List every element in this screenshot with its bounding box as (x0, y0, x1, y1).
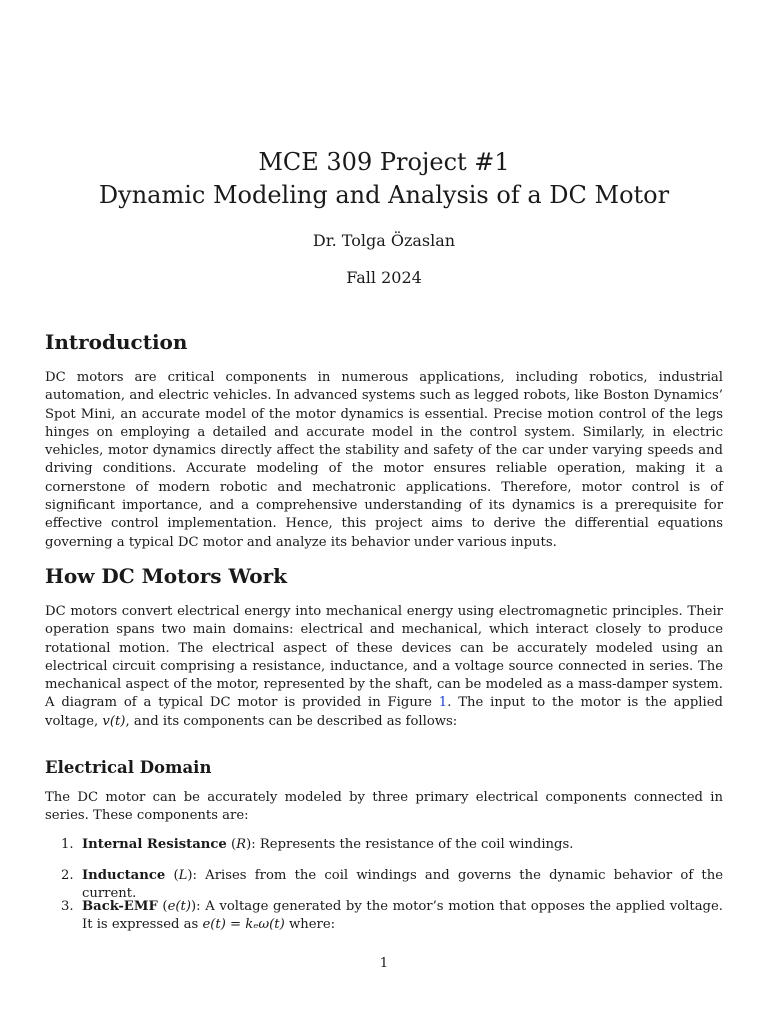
list-item-description: : Represents the resistance of the coil windings. (251, 837, 574, 852)
electrical-domain-intro: The DC motor can be accurately modeled by three primary electrical components connected in series. These components are: (45, 790, 723, 824)
section-heading-how-dc-motors-work: How DC Motors Work (45, 564, 288, 588)
back-emf-symbol: e(t) (167, 899, 191, 914)
how-text-part2: . The input to the motor is the applied voltage, (45, 695, 723, 729)
electrical-components-list (45, 836, 723, 854)
list-item-number: 2. (61, 868, 74, 883)
introduction-paragraph: DC motors are critical components in numerous applications, including robotics, industrial automation, and electric vehicles. In advanced systems such as legged robots, like Boston Dynamics’ Spot Mini, an accurate model of the motor dynamics is essential. Precise motion control of the legs hinges on employing a detailed and accurate model in the control system. Similarly, in electric vehicles, motor dynamics directly affect the stability and safety of the car under varying speeds and driving conditions. Accurate modeling of the motor ensures reliable operation, making it a cornerstone of modern robotic and mechatronic applications. Therefore, motor control is of significant importance, and a comprehensive understanding of its dynamics is a prerequisite for effective control implementation. Hence, this project aims to derive the differential equations governing a typical DC motor and analyze its behavior under various inputs. (45, 370, 723, 550)
title-topic-line: Dynamic Modeling and Analysis of a DC Motor (98, 181, 670, 209)
how-text-part1: DC motors convert electrical energy into mechanical energy using electromagnetic principles. Their operation spans two main domains: electrical and mechanical, which interact closely to produce rotational motion. The electrical aspect of these devices can be accurately modeled using an electrical circuit comprising a resistance, inductance, and a voltage source connected in series. The mechanical aspect of the motor, represented by the shaft, can be modeled as a mass-damper system. A diagram of a typical DC motor is provided in Figure (45, 604, 723, 711)
list-item-number: 3. (61, 899, 74, 914)
list-item-description: : Arises from the coil windings and governs the dynamic behavior of the current. (82, 868, 723, 902)
inductance-symbol: L (178, 868, 188, 883)
document-title (0, 146, 768, 212)
list-item-description: : A voltage generated by the motor’s motion that opposes the applied voltage. It is expressed as (82, 899, 723, 933)
electrical-components-list-3 (45, 898, 723, 935)
input-voltage-symbol: v(t) (102, 713, 126, 729)
how-text-part3: , and its components can be described as follows: (125, 713, 458, 729)
how-dc-motors-work-paragraph (45, 603, 723, 731)
list-item: 2. Inductance (L): Arises from the coil windings and governs the dynamic behavior of the current. (61, 868, 723, 902)
back-emf-equation: e(t) = kₑω(t) (202, 917, 285, 933)
subsection-heading-electrical-domain: Electrical Domain (45, 758, 212, 777)
list-item-number: 1. (61, 837, 74, 852)
list-item: 3. Back-EMF (e(t)): A voltage generated by the motor’s motion that opposes the applied voltage. It is expressed as e(t) = kₑω(t) where: (61, 899, 723, 933)
title-course-line: MCE 309 Project #1 (258, 148, 510, 176)
list-item-term: Inductance (82, 868, 166, 883)
page-number: 1 (379, 956, 389, 971)
figure-reference-link[interactable]: 1 (438, 695, 448, 711)
author-name: Dr. Tolga Özaslan (312, 231, 456, 250)
document-date: Fall 2024 (346, 268, 422, 287)
list-item: 1. Internal Resistance (R): Represents the resistance of the coil windings. (45, 836, 723, 854)
section-heading-introduction: Introduction (45, 330, 188, 354)
resistance-symbol: R (236, 837, 247, 852)
list-item-term: Internal Resistance (82, 837, 227, 852)
list-item-term: Back-EMF (82, 899, 158, 914)
list-item-tail: where: (284, 917, 336, 933)
